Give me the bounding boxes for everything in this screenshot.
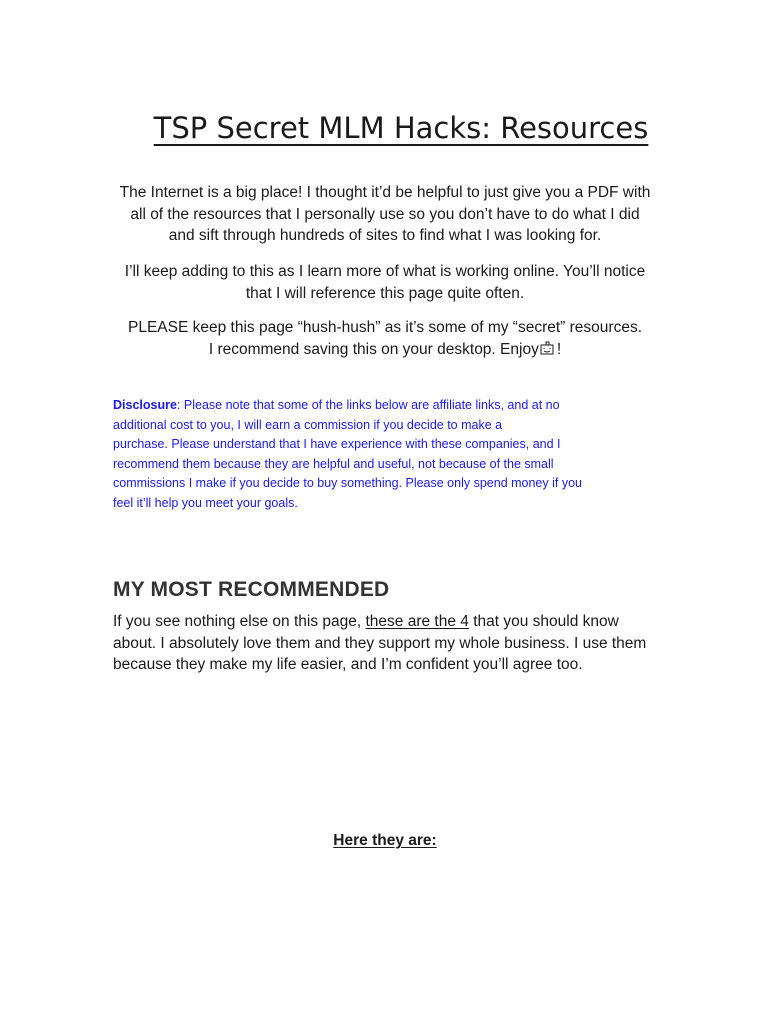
disclosure-label: Disclosure: [113, 398, 177, 412]
recommended-paragraph: [113, 611, 663, 676]
intro-paragraph-2-line: I’ll keep adding to this as I learn more of what is working online. You’ll notice: [124, 263, 646, 280]
disclosure-line: commissions I make if you decide to buy something. Please only spend money if you: [113, 476, 582, 490]
intro-paragraph-2: [100, 261, 670, 304]
intro-paragraph-3-line: PLEASE keep this page “hush-hush” as it’s some of my “secret” resources.: [127, 319, 643, 336]
recommended-line: because they make my life easier, and I’m confident you’ll agree too.: [113, 656, 583, 673]
page-title-text: TSP Secret MLM Hacks: Resources: [153, 111, 649, 145]
intro-paragraph-3: [100, 317, 670, 360]
disclosure-line: Please note that some of the links below are affiliate links, and at no: [183, 398, 560, 412]
recommended-emphasis: these are the 4: [365, 613, 469, 630]
intro-paragraph-1-line: all of the resources that I personally use so you don’t have to do what I did: [130, 205, 640, 223]
disclosure-line: feel it’ll help you meet your goals.: [113, 495, 298, 510]
recommended-line: [113, 611, 663, 633]
intro-paragraph-3-line: [100, 339, 670, 361]
here-they-are-heading: Here they are:: [333, 832, 437, 849]
intro-paragraph-1-line: The Internet is a big place! I thought it’d be helpful to just give you a PDF with: [119, 184, 651, 201]
disclosure-paragraph: [113, 396, 653, 513]
disclosure-separator: :: [176, 398, 184, 412]
exclamation-text: !: [556, 340, 562, 358]
disclosure-line: recommend them because they are helpful and useful, not because of the small: [113, 456, 554, 471]
recommended-line-start: If you see nothing else on this page,: [113, 613, 366, 630]
disclosure-line: additional cost to you, I will earn a commission if you decide to make a: [113, 417, 503, 432]
intro-paragraph-1-line: and sift through hundreds of sites to find what I was looking for.: [168, 227, 602, 244]
smiley-icon: [540, 341, 556, 355]
disclosure-line: purchase. Please understand that I have experience with these companies, and I: [113, 437, 561, 451]
recommended-line: about. I absolutely love them and they support my whole business. I use them: [113, 634, 647, 652]
enjoy-text: I recommend saving this on your desktop. Enjoy: [208, 340, 539, 358]
recommended-line-end: that you should know: [468, 613, 619, 630]
recommended-heading: MY MOST RECOMMENDED: [113, 578, 390, 601]
intro-paragraph-2-line: that I will reference this page quite often.: [245, 284, 525, 302]
page-title: [0, 108, 770, 148]
intro-paragraph-1: [100, 182, 670, 247]
